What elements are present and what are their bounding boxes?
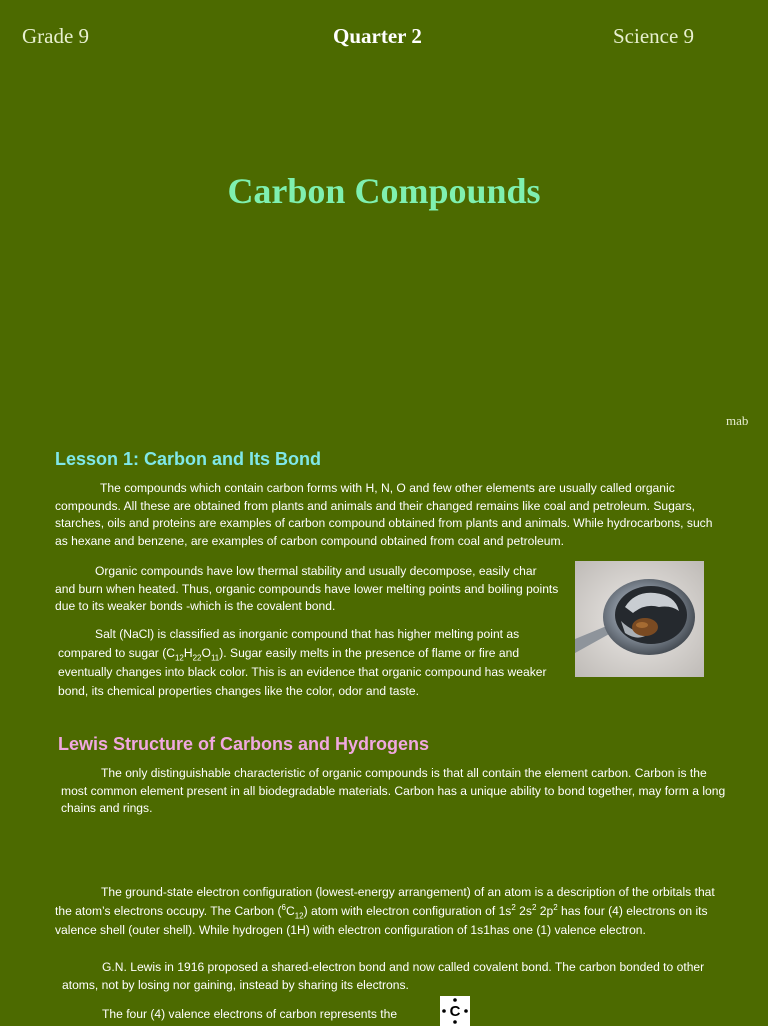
burnt-sugar-spoon-image [575, 561, 704, 677]
lesson1-paragraph-1: The compounds which contain carbon forms with H, N, O and few other elements are usually called organic compounds. All these are obtained from plants and animals and their changed remains like coal and petroleum. Sugars, starches, oils and proteins are examples of carbon compound obtained from plants and animals. While hydrocarbons, such as hexane and benzene, are examples of carbon compound obtained from coal and petroleum. [55, 481, 713, 548]
lesson1-paragraph-2: Organic compounds have low thermal stability and usually decompose, easily char and burn when heated. Thus, organic compounds have lower melting points and boiling points due to its weaker bonds -which is the covalent bond. [55, 564, 559, 613]
lewis-paragraph-3: G.N. Lewis in 1916 proposed a shared-electron bond and now called covalent bond. The carbon bonded to other atoms, not by losing nor gaining, instead by sharing its electrons. [62, 960, 705, 992]
carbon-lewis-symbol [440, 996, 470, 1026]
author-tag: mab [726, 413, 749, 428]
lewis-paragraph-4: The four (4) valence electrons of carbon represents the [102, 1007, 398, 1021]
carbon-symbol-letter: C [449, 1002, 461, 1020]
page-title: Carbon Compounds [227, 171, 541, 211]
lewis-paragraph-2: The ground-state electron configuration (lowest-energy arrangement) of an atom is a description of the orbitals that the atom’s electrons occupy. The Carbon $(^6C_{12})$ atom with electron configuration of $1s^2$ $2s^2$ $2p^2$ has four (4) electrons on its valence shell (outer shell). While hydrogen (1H) with electron configuration of 1s1has one (1) valence electron. [55, 885, 715, 937]
subject-label: Science 9 [613, 24, 695, 48]
lesson1-paragraph-3: Salt (NaCl) is classified as inorganic compound that has higher melting point as compared to sugar $(C_{12}H_{22}O_{11})$. Sugar easily melts in the presence of flame or fire and eventually changes into black color. This is an evidence that organic compound has weaker bond, its chemical properties changes like the color, odor and taste. [58, 627, 547, 698]
lesson1-heading: Lesson 1: Carbon and Its Bond [55, 449, 322, 469]
lewis-paragraph-1: The only distinguishable characteristic of organic compounds is that all contain the element carbon. Carbon is the most common element present in all biodegradable materials. Carbon has a unique ability to bond together, may form a long chains and rings. [61, 766, 726, 815]
lewis-heading: Lewis Structure of Carbons and Hydrogens [58, 734, 430, 754]
grade-label: Grade 9 [22, 24, 90, 48]
quarter-label: Quarter 2 [333, 24, 422, 48]
